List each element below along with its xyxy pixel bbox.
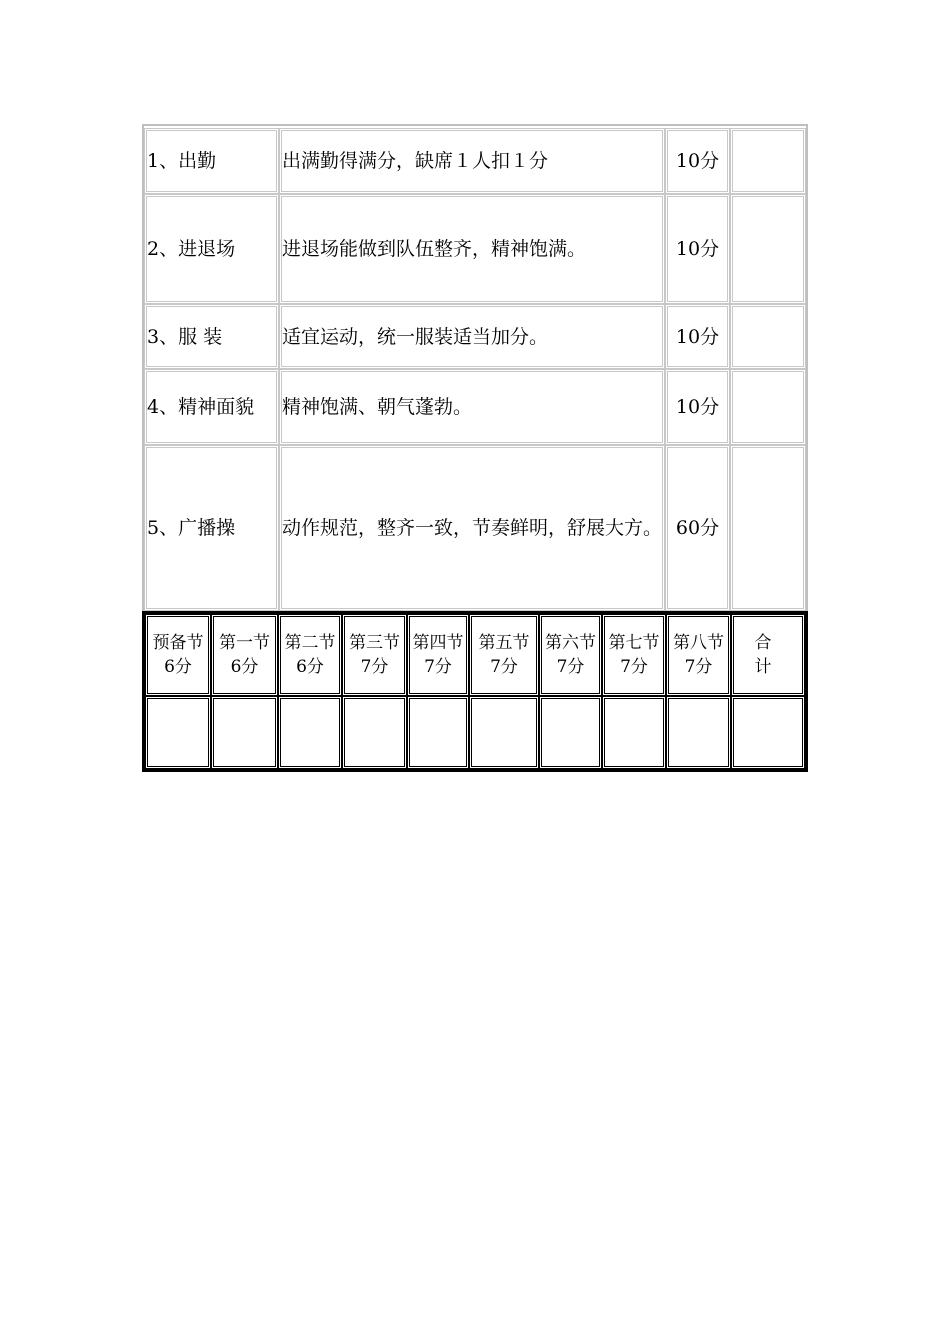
criteria-item: 2、进退场: [144, 194, 279, 304]
section-header-cell: [666, 614, 731, 696]
section-header-cell: [469, 614, 539, 696]
section-name: 第三节: [349, 633, 400, 653]
section-score-input-cell[interactable]: [342, 696, 407, 769]
criteria-points: 10分: [665, 194, 730, 304]
section-points: 7分: [684, 657, 713, 677]
section-name: 预备节: [152, 633, 204, 653]
section-name: 第二节: [284, 633, 336, 653]
section-points: 6分: [296, 657, 324, 677]
section-name: 第六节: [545, 633, 596, 653]
criteria-score-cell: [730, 304, 806, 369]
scoring-sheet: [142, 124, 808, 772]
section-points: 7分: [360, 657, 389, 677]
criteria-item: 4、精神面貌: [144, 369, 279, 445]
section-header-cell: [539, 614, 602, 696]
total-header-cell: [731, 614, 805, 696]
section-header-cell: [342, 614, 407, 696]
section-score-input-cell[interactable]: [539, 696, 602, 769]
section-header-cell: [278, 614, 342, 696]
criteria-points: 10分: [665, 369, 730, 445]
section-score-input-cell[interactable]: [407, 696, 469, 769]
criteria-points: 10分: [665, 304, 730, 369]
section-score-input-cell[interactable]: [211, 696, 278, 769]
criteria-description: 适宜运动，统一服装适当加分。: [279, 304, 665, 369]
section-name: 第四节: [412, 633, 464, 653]
section-score-input-cell[interactable]: [145, 696, 211, 769]
section-name: 第八节: [673, 633, 724, 653]
criteria-row-entry: [144, 194, 806, 304]
section-header-cell: [211, 614, 278, 696]
section-points: 6分: [230, 657, 259, 677]
section-points: 7分: [620, 657, 648, 677]
criteria-score-cell: [730, 445, 806, 611]
section-score-table: [142, 611, 808, 772]
criteria-points: 60分: [665, 445, 730, 611]
section-score-input-cell[interactable]: [666, 696, 731, 769]
section-name: 第五节: [478, 633, 530, 653]
criteria-description: 进退场能做到队伍整齐，精神饱满。: [279, 194, 665, 304]
criteria-item: 5、广播操: [144, 445, 279, 611]
criteria-table: [142, 124, 808, 613]
criteria-score-cell: [730, 128, 806, 194]
section-score-input-cell[interactable]: [278, 696, 342, 769]
section-score-input-cell[interactable]: [602, 696, 666, 769]
section-name: 第一节: [219, 633, 270, 653]
section-header-cell: [407, 614, 469, 696]
criteria-points: 10分: [665, 128, 730, 194]
criteria-row-attendance: [144, 128, 806, 194]
section-header-cell: [602, 614, 666, 696]
section-points: 6分: [164, 657, 192, 677]
total-label: 合 计: [754, 633, 782, 677]
criteria-description: 出满勤得满分，缺席１人扣１分: [279, 128, 665, 194]
criteria-item: 3、服 装: [144, 304, 279, 369]
criteria-score-cell: [730, 369, 806, 445]
section-header-cell: [145, 614, 211, 696]
criteria-row-exercise: [144, 445, 806, 611]
criteria-description: 动作规范，整齐一致，节奏鲜明，舒展大方。: [279, 445, 665, 611]
criteria-score-cell: [730, 194, 806, 304]
section-score-input-cell[interactable]: [469, 696, 539, 769]
criteria-description: 精神饱满、朝气蓬勃。: [279, 369, 665, 445]
criteria-row-uniform: [144, 304, 806, 369]
total-score-input-cell[interactable]: [731, 696, 805, 769]
criteria-row-spirit: [144, 369, 806, 445]
section-points: 7分: [490, 657, 518, 677]
criteria-item: 1、出勤: [144, 128, 279, 194]
section-points: 7分: [556, 657, 585, 677]
section-points: 7分: [424, 657, 452, 677]
section-name: 第七节: [608, 633, 660, 653]
